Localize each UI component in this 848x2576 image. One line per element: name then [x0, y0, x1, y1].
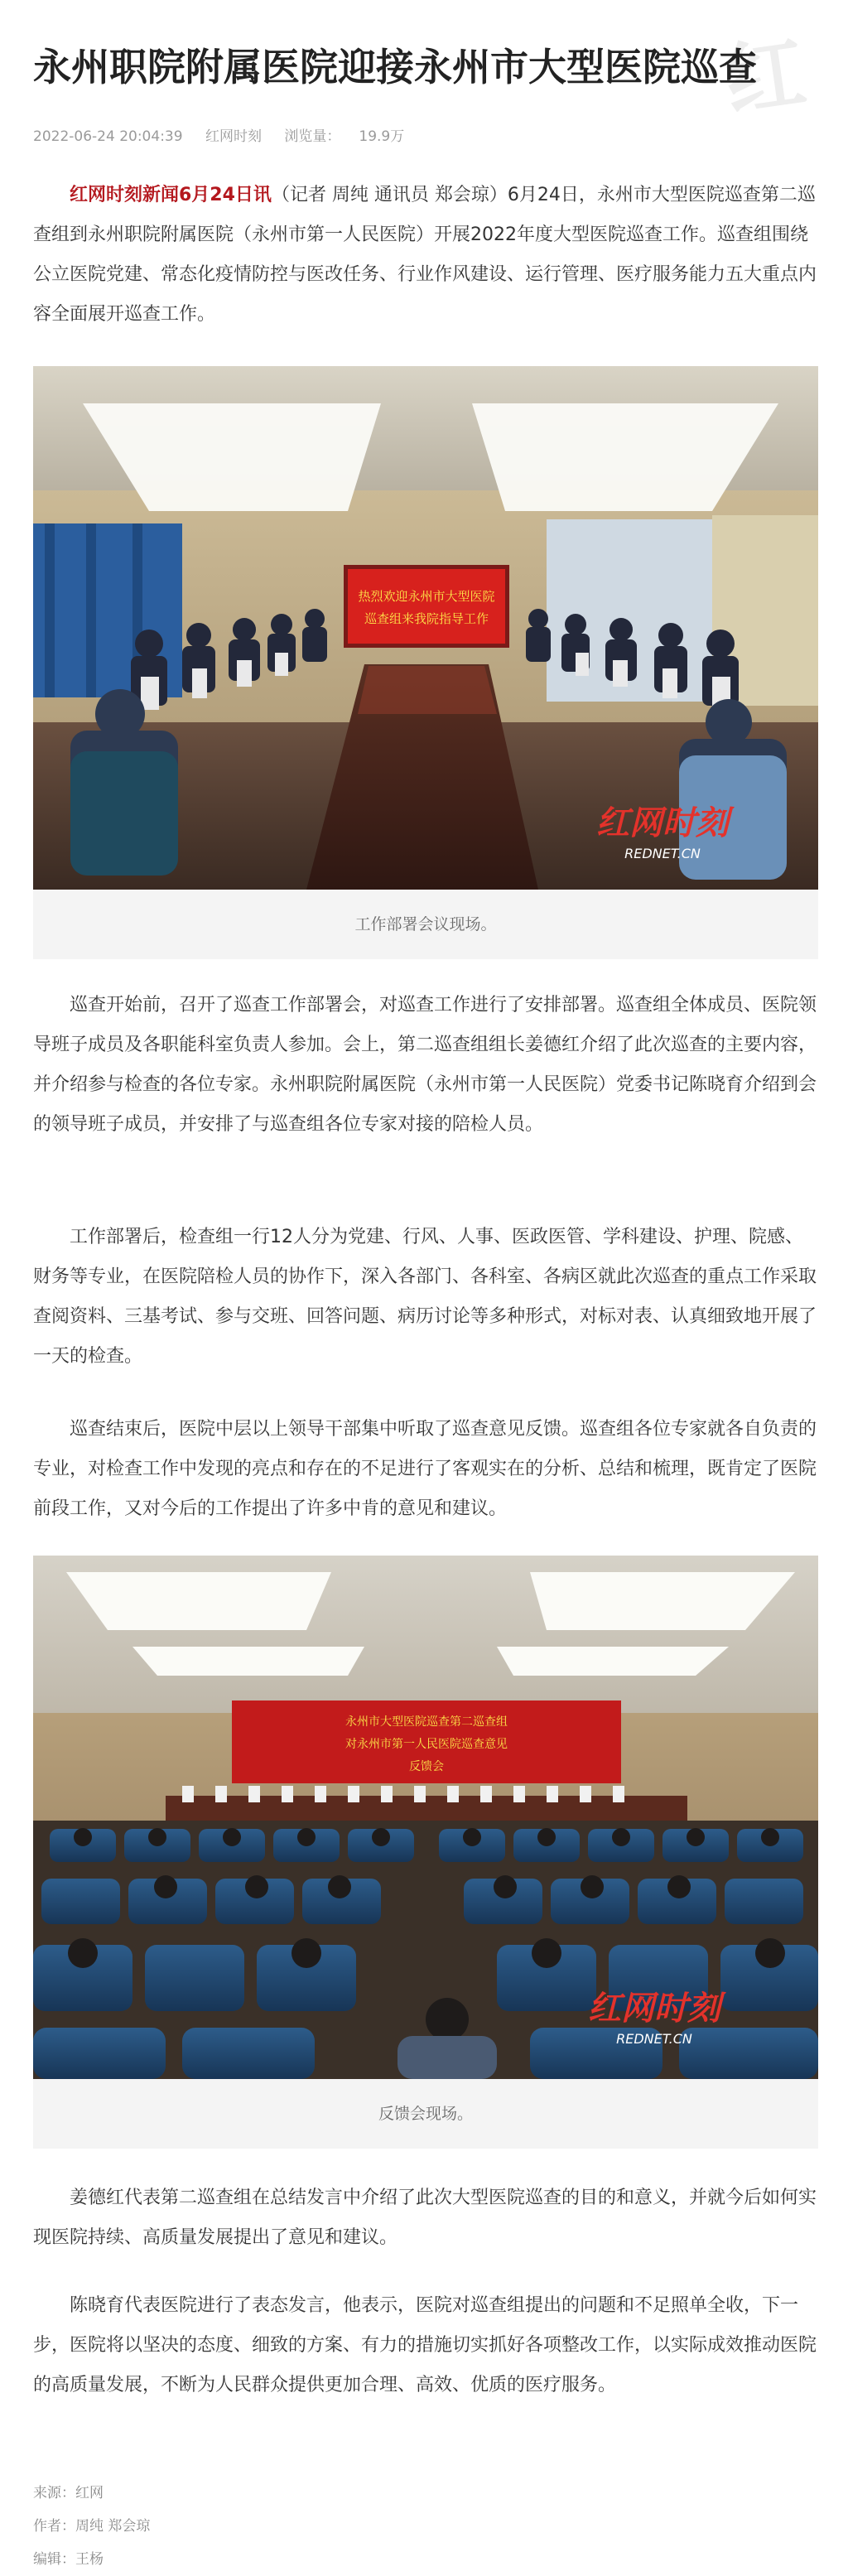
- feedback-photo: [33, 1556, 818, 2079]
- footer-editor: [33, 2543, 818, 2576]
- rednet-logo-main: 红网时刻: [596, 804, 729, 842]
- footer-author: [33, 2510, 818, 2543]
- footer-author-label: 作者：: [33, 2518, 75, 2535]
- feedback-banner-line-1: 永州市大型医院巡查第二巡查组: [345, 1715, 508, 1729]
- figure-caption: 工作部署会议现场。: [354, 915, 497, 933]
- view-count-label: 浏览量：: [284, 128, 341, 145]
- banner-line-1: 热烈欢迎永州市大型医院: [358, 589, 495, 604]
- rednet-logo-main-2: 红网时刻: [588, 1990, 720, 2028]
- banner-line-2: 巡查组来我院指导工作: [364, 611, 489, 626]
- paragraph-5: 姜德红代表第二巡查组在总结发言中介绍了此次大型医院巡查的目的和意义，并就今后如何实现医院持续、高质量发展提出了意见和建议。: [33, 2188, 817, 2248]
- footer-editor-label: 编辑：: [33, 2551, 75, 2568]
- paragraph-3: 工作部署后，检查组一行12人分为党建、行风、人事、医政医管、学科建设、护理、院感、财务等专业，在医院陪检人员的协作下，深入各部门、各科室、各病区就此次巡查的重点工作采取查阅资料、三基考试、参与交班、回答问题、病历讨论等多种形式，对标对表、认真细致地开展了一天的检查。: [33, 1227, 817, 1367]
- meeting-photo: [33, 366, 818, 890]
- rednet-logo-sub-2: REDNET.CN: [616, 2031, 692, 2047]
- footer-source-value: 红网: [75, 2485, 104, 2501]
- footer-source-label: 来源：: [33, 2485, 75, 2501]
- source-channel: 红网时刻: [205, 128, 262, 145]
- article-meta: [33, 124, 441, 145]
- footer-author-value: 周纯 郑会琼: [75, 2518, 151, 2535]
- rednet-logo-sub: REDNET.CN: [624, 846, 701, 861]
- publish-datetime: 2022-06-24 20:04:39: [33, 128, 183, 145]
- view-count: [284, 128, 422, 145]
- figure-feedback: [33, 1556, 818, 2149]
- article-title: 永州职院附属医院迎接永州市大型医院巡查: [33, 45, 757, 89]
- lead-dateline: 红网时刻新闻6月24日讯: [70, 185, 272, 205]
- paragraph-1: [33, 176, 818, 335]
- view-count-value: 19.9万: [359, 128, 405, 145]
- feedback-banner-line-2: 对永州市第一人民医院巡查意见: [345, 1738, 508, 1751]
- footer-source: [33, 2477, 818, 2510]
- figure-meeting: [33, 366, 818, 959]
- footer-editor-value: 王杨: [75, 2551, 104, 2568]
- paragraph-2: 巡查开始前，召开了巡查工作部署会，对巡查工作进行了安排部署。巡查组全体成员、医院领导班子成员及各职能科室负责人参加。会上，第二巡查组组长姜德红介绍了此次巡查的主要内容，并介绍参与检查的各位专家。永州职院附属医院（永州市第一人民医院）党委书记陈晓育介绍到会的领导班子成员，并安排了与巡查组各位专家对接的陪检人员。: [33, 995, 817, 1135]
- watermark-logo-icon: 红: [719, 25, 812, 129]
- paragraph-6: 陈晓育代表医院进行了表态发言，他表示，医院对巡查组提出的问题和不足照单全收，下一步，医院将以坚决的态度、细致的方案、有力的措施切实抓好各项整改工作，以实际成效推动医院的高质量发展，不断为人民群众提供更加合理、高效、优质的医疗服务。: [33, 2295, 817, 2395]
- article-footer: [33, 2477, 818, 2576]
- feedback-banner-line-3: 反馈会: [409, 1760, 444, 1773]
- paragraph-4: 巡查结束后，医院中层以上领导干部集中听取了巡查意见反馈。巡查组各位专家就各自负责的专业，对检查工作中发现的亮点和存在的不足进行了客观实在的分析、总结和梳理，既肯定了医院前段工作，又对今后的工作提出了许多中肯的意见和建议。: [33, 1419, 817, 1519]
- figure-caption-2: 反馈会现场。: [378, 2105, 473, 2123]
- paragraph-1-text: （记者 周纯 通讯员 郑会琼）6月24日，永州市大型医院巡查第二巡查组到永州职院附属医院（永州市第一人民医院）开展2022年度大型医院巡查工作。巡查组围绕公立医院党建、常态化疫情防控与医改任务、行业作风建设、运行管理、医疗服务能力五大重点内容全面展开巡查工作。: [33, 185, 817, 325]
